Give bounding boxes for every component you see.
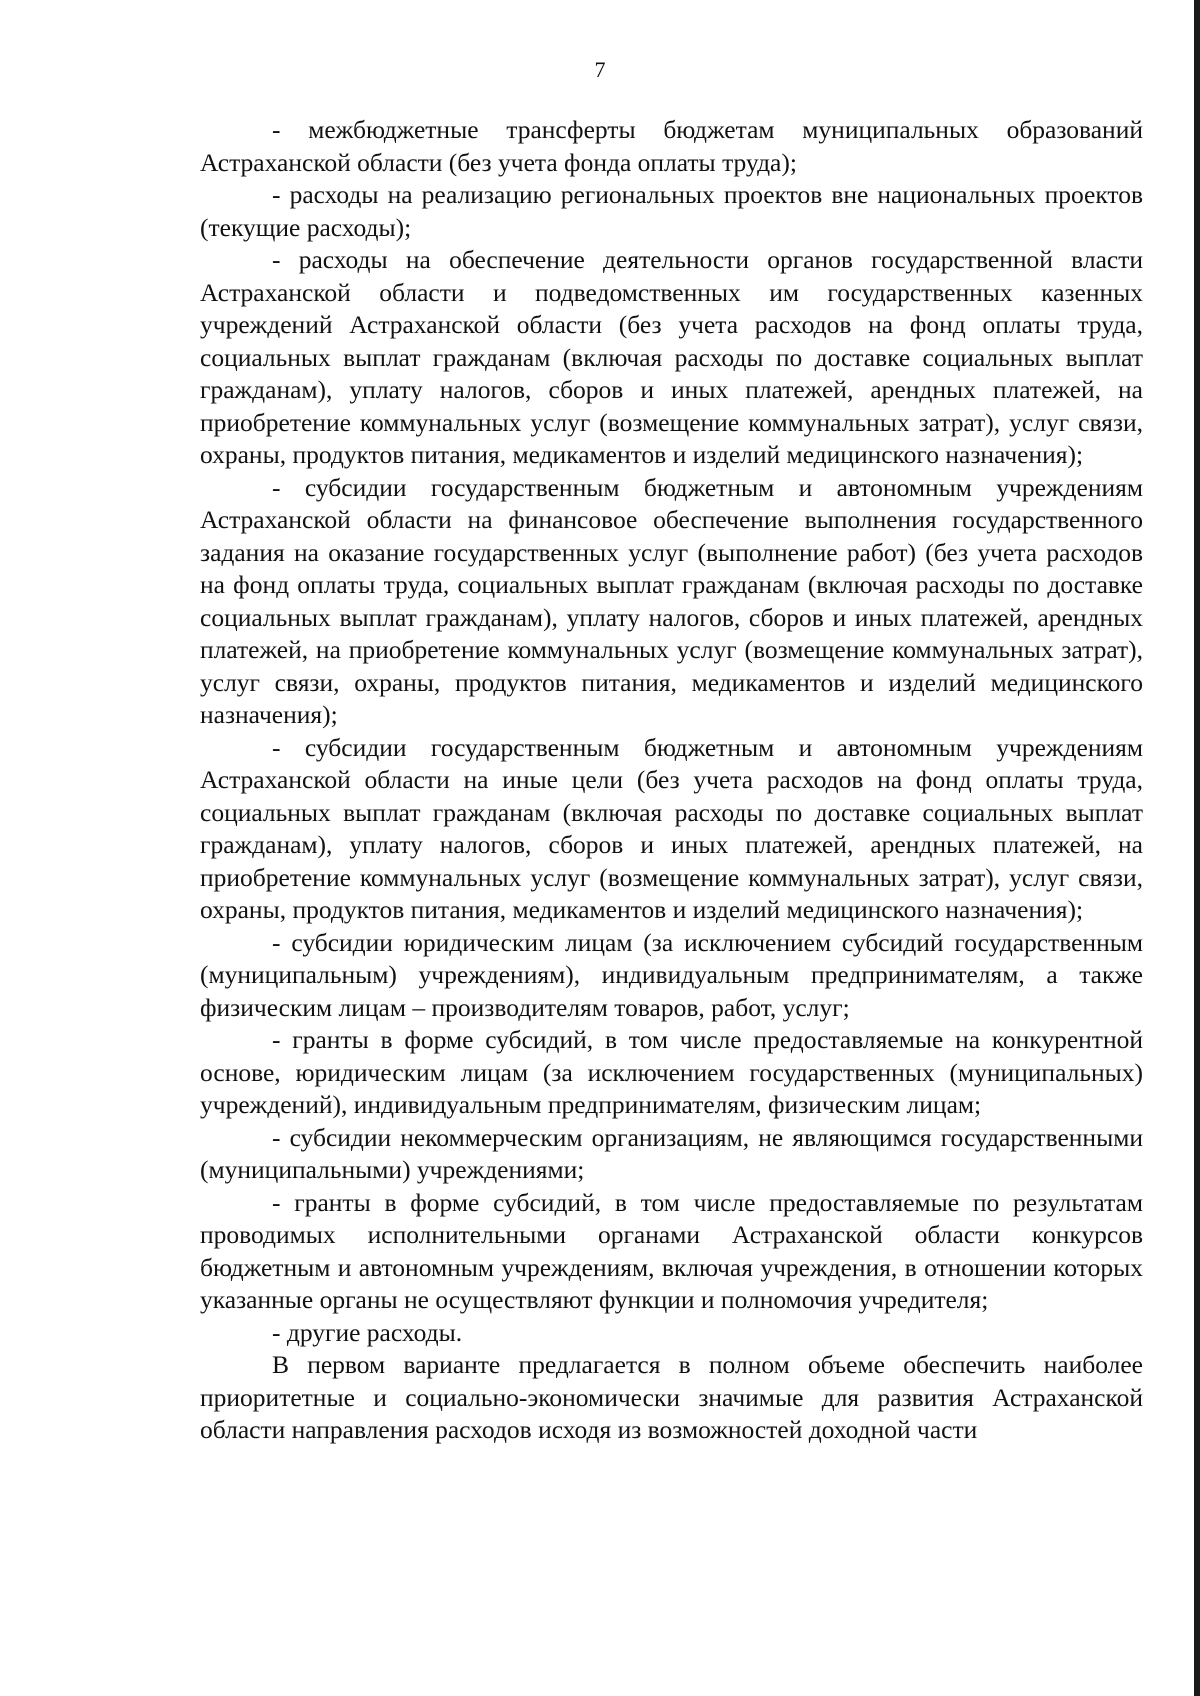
paragraph-subsidies-other-purposes: - субсидии государственным бюджетным и автономным учреждениям Астраханской области на иные цели (без учета расходов на фонд оплаты труда, социальных выплат гражданам (включая расходы по доставке социальных выплат гражданам), уплату налогов, сборов и иных платежей, арендных платежей, на приобретение коммунальных услуг (возмещение коммунальных затрат), услуг связи, охраны, продуктов питания, медикаментов и изделий медицинского назначения); [200, 732, 1143, 924]
paragraph-first-variant: В первом варианте предлагается в полном объеме обеспечить наиболее приоритетные и социально-экономически значимые для развития Астраханской области направления расходов исходя из возможностей доходной части [200, 1350, 1143, 1444]
paragraph-regional-projects: - расходы на реализацию региональных проектов вне национальных проектов (текущие расходы); [200, 180, 1143, 242]
paragraph-grants-competitive: - гранты в форме субсидий, в том числе предоставляемые на конкурентной основе, юридическим лицам (за исключением государственных (муниципальных) учреждений), индивидуальным предпринимателям, физическим лицам; [200, 1025, 1143, 1119]
paragraph-subsidies-nonprofit: - субсидии некоммерческим организациям, не являющимся государственными (муниципальными) учреждениями; [200, 1122, 1143, 1184]
paragraph-government-bodies-expenses: - расходы на обеспечение деятельности органов государственной власти Астраханской области и подведомственных им государственных казенных учреждений Астраханской области (без учета расходов на фонд оплаты труда, социальных выплат гражданам (включая расходы по доставке социальных выплат гражданам), уплату налогов, сборов и иных платежей, арендных платежей, на приобретение коммунальных услуг (возмещение коммунальных затрат), услуг связи, охраны, продуктов питания, медикаментов и изделий медицинского назначения); [200, 245, 1143, 469]
paragraph-other-expenses: - другие расходы. [272, 1317, 463, 1347]
paragraph-interbudget-transfers: - межбюджетные трансферты бюджетам муниципальных образований Астраханской области (без учета фонда оплаты труда); [200, 115, 1143, 177]
paragraph-grants-contests: - гранты в форме субсидий, в том числе предоставляемые по результатам проводимых исполнительными органами Астраханской области конкурсов бюджетным и автономным учреждениям, включая учреждения, в отношении которых указанные органы не осуществляют функции и полномочия учредителя; [200, 1187, 1143, 1314]
document-body [200, 114, 1143, 1447]
paragraph-subsidies-state-assignment: - субсидии государственным бюджетным и автономным учреждениям Астраханской области на финансовое обеспечение выполнения государственного задания на оказание государственных услуг (выполнение работ) (без учета расходов на фонд оплаты труда, социальных выплат гражданам (включая расходы по доставке социальных выплат гражданам), уплату налогов, сборов и иных платежей, арендных платежей, на приобретение коммунальных услуг (возмещение коммунальных затрат), услуг связи, охраны, продуктов питания, медикаментов и изделий медицинского назначения); [200, 472, 1143, 729]
page-number: 7 [594, 57, 606, 82]
page-edge [1194, 0, 1200, 1696]
paragraph-subsidies-legal-entities: - субсидии юридическим лицам (за исключением субсидий государственным (муниципальным) учреждениям), индивидуальным предпринимателям, а также физическим лицам – производителям товаров, работ, услуг; [200, 927, 1143, 1022]
